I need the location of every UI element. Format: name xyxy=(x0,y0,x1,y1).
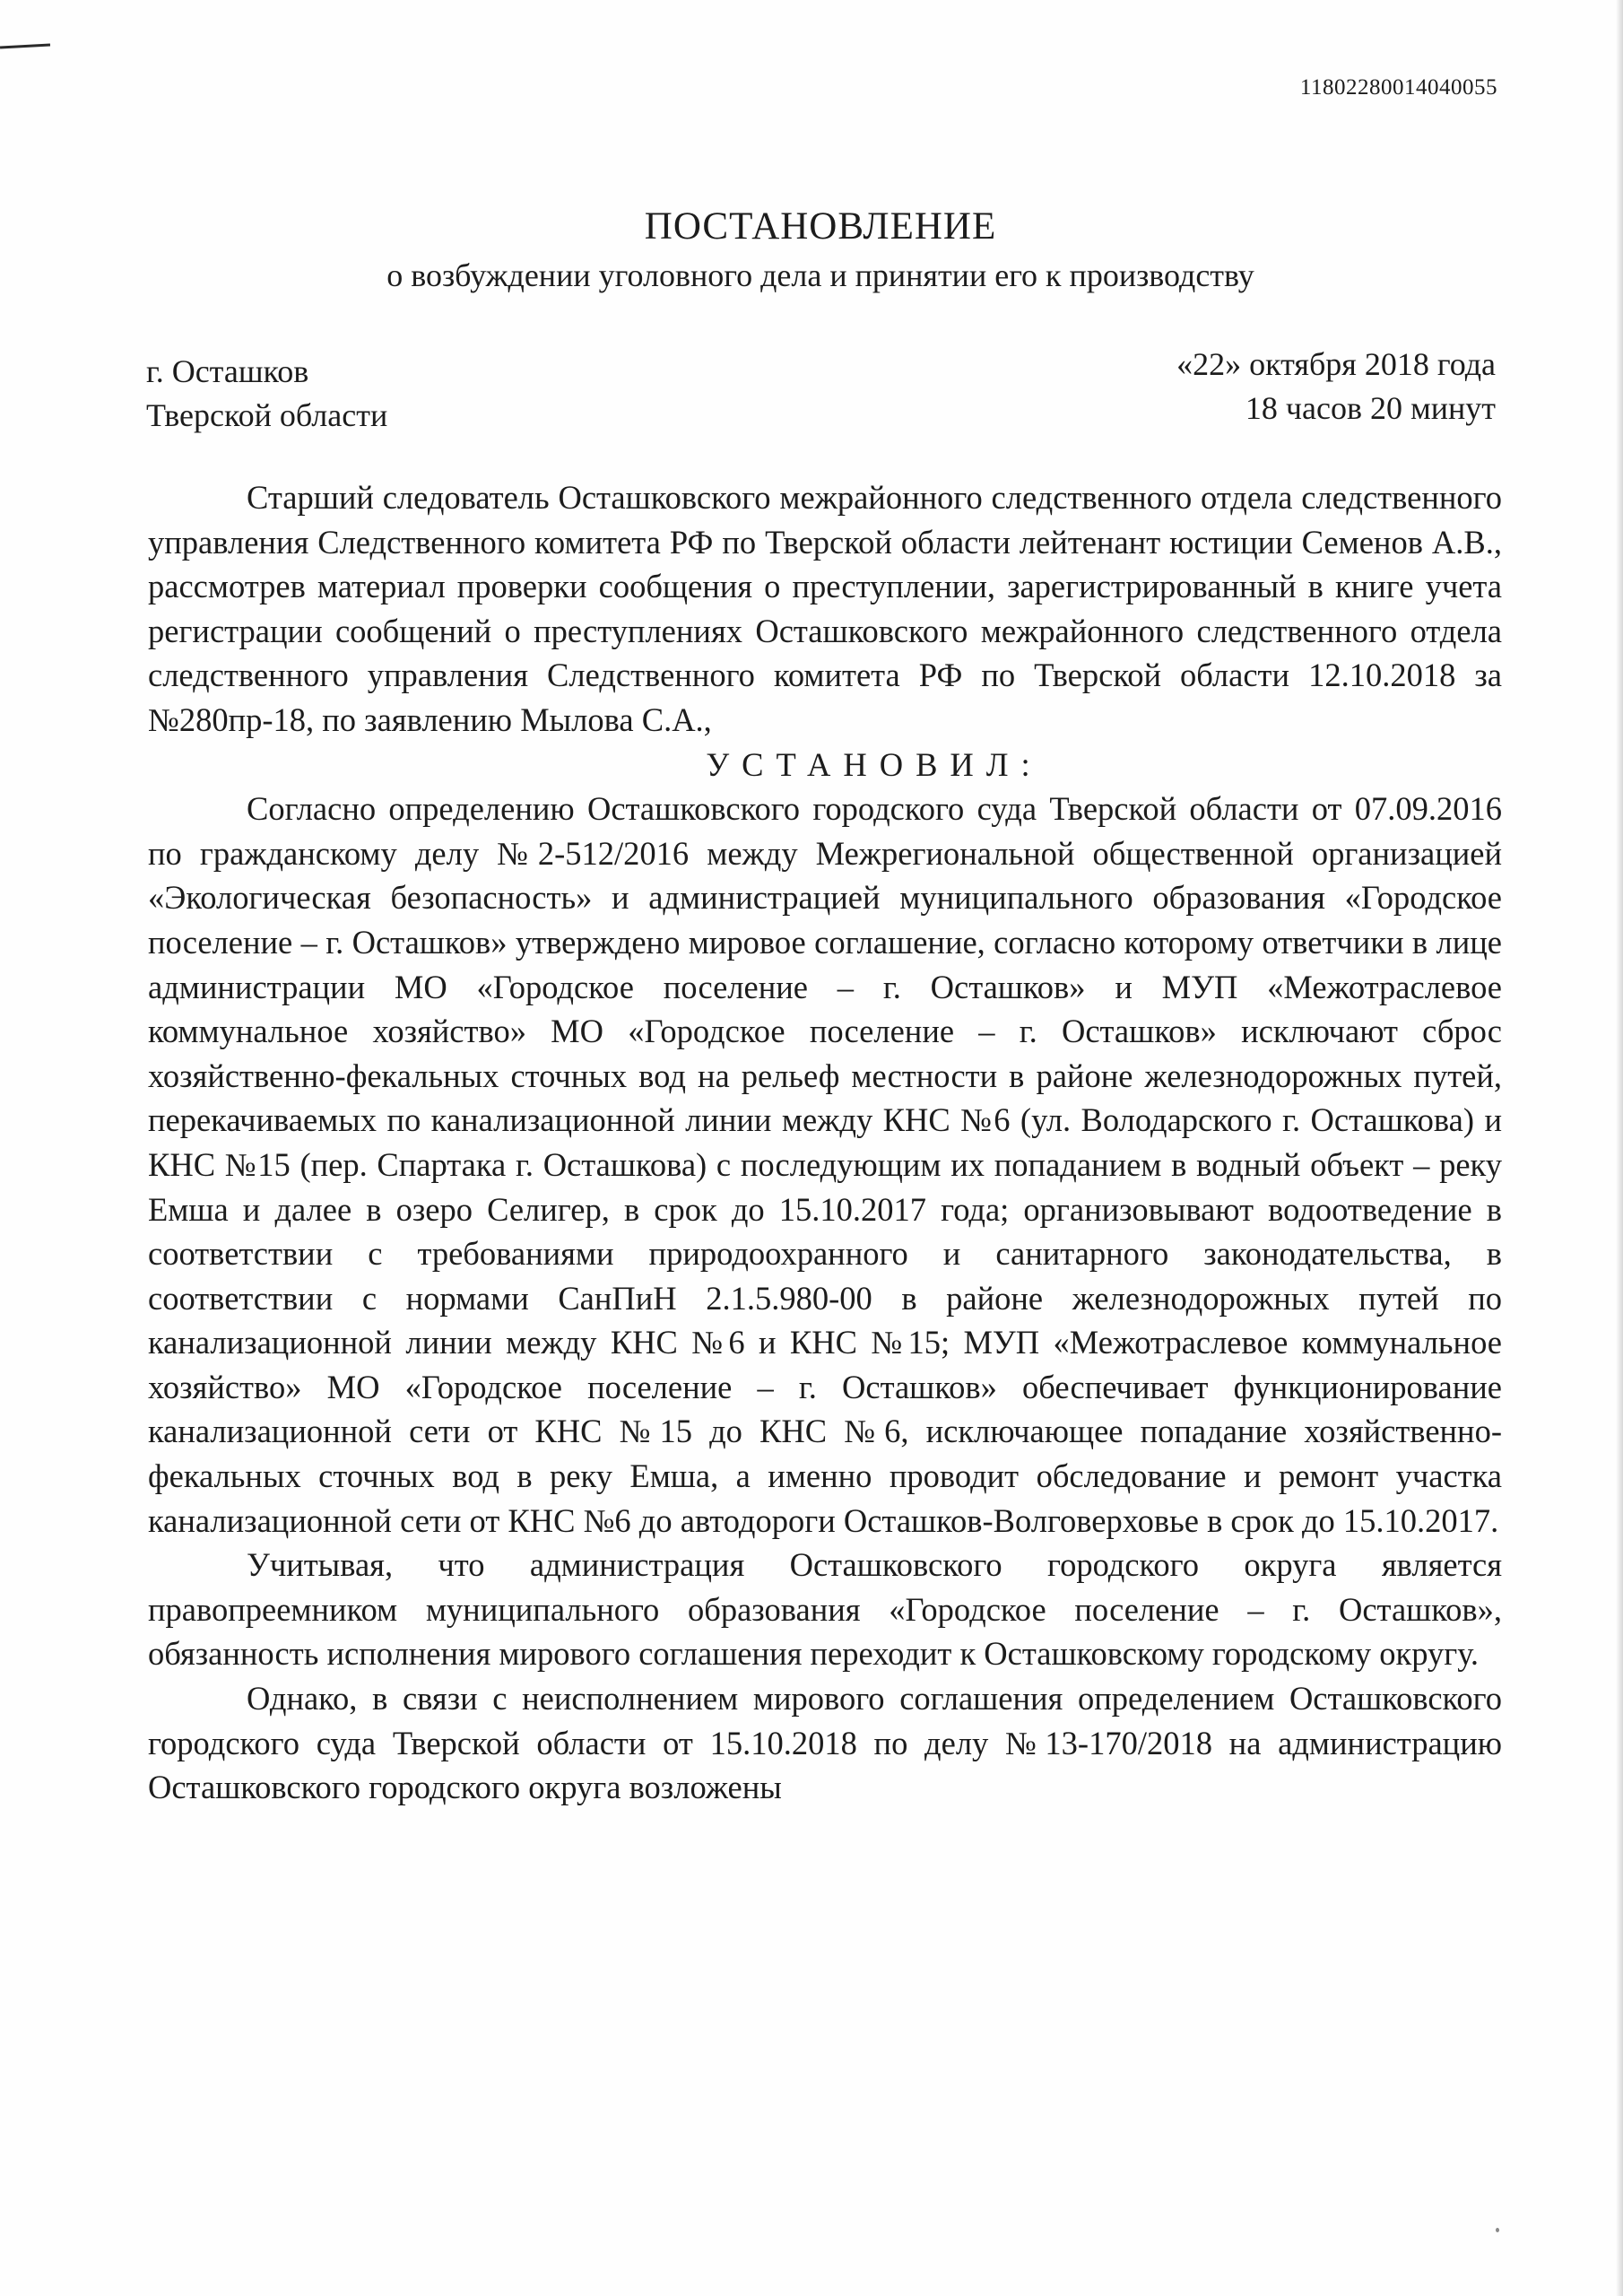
scan-dust-dot xyxy=(1496,2228,1499,2232)
document-place xyxy=(146,350,387,438)
body-paragraph-2: Учитывая, что администрация Осташковского городского округа является правопреемником муниципального образования «Городское поселение – г. Осташков», обязанность исполнения мирового соглашения переходит к Осташковскому городскому округу. xyxy=(148,1546,1502,1673)
document-datetime xyxy=(1176,343,1496,430)
place-city: г. Осташков xyxy=(146,353,309,389)
document-title: ПОСТАНОВЛЕНИЕ xyxy=(644,205,997,248)
section-heading-ustanovil: УСТАНОВИЛ: xyxy=(706,745,1043,783)
document-number: 11802280014040055 xyxy=(1299,75,1497,100)
scan-edge-mark xyxy=(0,44,50,49)
intro-paragraph: Старший следователь Осташковского межрайонного следственного отдела следственного управления Следственного комитета РФ по Тверской области лейтенант юстиции Семенов А.В., рассмотрев материал проверки сообщения о преступлении, зарегистрированный в книге учета регистрации сообщений о преступлениях Осташковского межрайонного следственного отдела следственного управления Следственного комитета РФ по Тверской области 12.10.2018 за №280пр-18, по заявлению Мылова С.А., xyxy=(148,479,1502,738)
document-date: «22» октября 2018 года xyxy=(1176,346,1496,382)
body-paragraph-1: Согласно определению Осташковского городского суда Тверской области от 07.09.2016 по гражданскому делу №2-512/2016 между Межрегиональной общественной организацией «Экологическая безопасность» и администрацией муниципального образования «Городское поселение – г. Осташков» утверждено мировое соглашение, согласно которому ответчики в лице администрации МО «Городское поселение – г. Осташков» и МУП «Межотраслевое коммунальное хозяйство» МО «Городское поселение – г. Осташков» исключают сброс хозяйственно-фекальных сточных вод на рельеф местности в районе железнодорожных путей, перекачиваемых по канализационной линии между КНС №6 (ул. Володарского г. Осташкова) и КНС №15 (пер. Спартака г. Осташкова) с последующим их попаданием в водный объект – реку Емша и далее в озеро Селигер, в срок до 15.10.2017 года; организовывают водоотведение в соответствии с требованиями природоохранного и санитарного законодательства, в соответствии с нормами СанПиН 2.1.5.980-00 в районе железнодорожных путей по канализационной линии между КНС №6 и КНС №15; МУП «Межотраслевое коммунальное хозяйство» МО «Городское поселение – г. Осташков» обеспечивает функционирование канализационной сети от КНС №15 до КНС №6, исключающее попадание хозяйственно-фекальных сточных вод в реку Емша, а именно проводит обследование и ремонт участка канализационной сети от КНС №6 до автодороги Осташков-Волговерховье в срок до 15.10.2017. xyxy=(148,790,1502,1539)
page-edge-shadow xyxy=(1616,0,1623,2296)
document-time: 18 часов 20 минут xyxy=(1245,390,1496,426)
body-paragraph-3: Однако, в связи с неисполнением мирового соглашения определением Осташковского городского суда Тверской области от 15.10.2018 по делу №13-170/2018 на администрацию Осташковского городского округа возложены xyxy=(148,1680,1502,1806)
document-body xyxy=(148,475,1502,1810)
document-subtitle: о возбуждении уголовного дела и принятии его к производству xyxy=(386,257,1254,293)
place-region: Тверской области xyxy=(146,397,388,433)
